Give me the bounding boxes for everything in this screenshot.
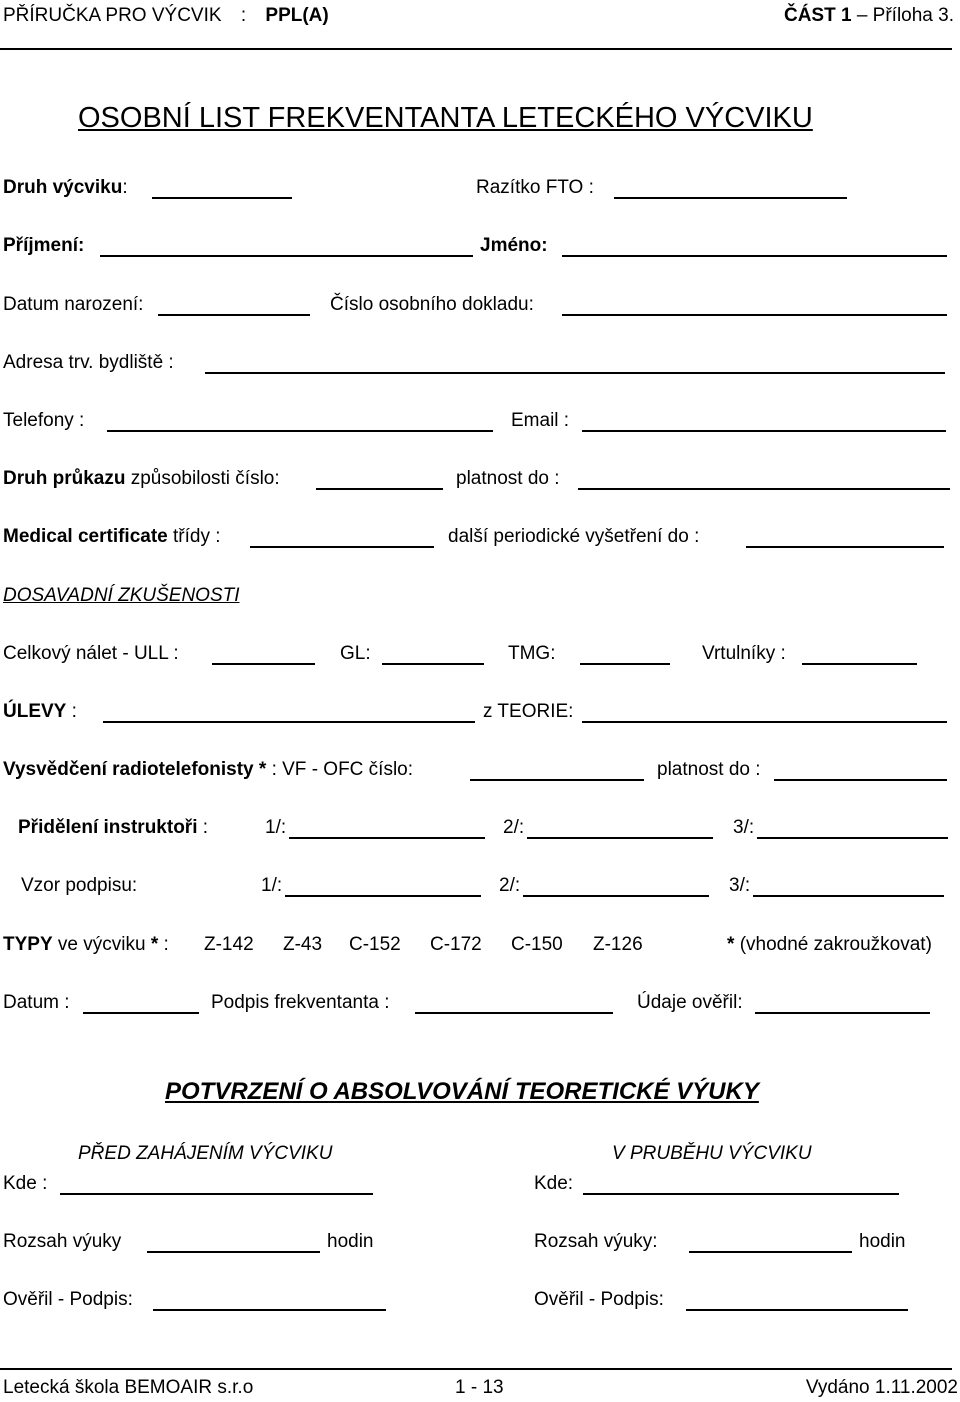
header-rule: [0, 48, 952, 50]
footer-rule: [0, 1368, 952, 1370]
druh-vycviku-label: Druh výcviku:: [3, 177, 128, 198]
header-part: ČÁST 1 – Příloha 3.: [783, 5, 954, 26]
platnost-do2-field[interactable]: [774, 779, 947, 781]
pred-zahajenim-heading: PŘED ZAHÁJENÍM VÝCVIKU: [78, 1143, 333, 1164]
razitko-label: Razítko FTO :: [476, 177, 594, 198]
header-title: PŘÍRUČKA PRO VÝCVIK : PPL(A): [3, 5, 329, 26]
teorie-label: z TEORIE:: [483, 701, 574, 722]
gl-field[interactable]: [382, 663, 484, 665]
datum-label: Datum :: [3, 992, 70, 1013]
platnost-do-label: platnost do :: [456, 468, 560, 489]
typ-option[interactable]: Z-126: [593, 934, 643, 955]
hodin-left-label: hodin: [327, 1231, 374, 1252]
overil-left-field[interactable]: [153, 1309, 386, 1311]
kde-right-label: Kde:: [534, 1173, 574, 1194]
vzor-1-field[interactable]: [285, 895, 481, 897]
udaje-overil-label: Údaje ověřil:: [637, 992, 743, 1013]
instruktor-1-field[interactable]: [289, 837, 485, 839]
celkovy-label: Celkový nálet - ULL :: [3, 643, 179, 664]
instruktor-3-label: 3/:: [733, 817, 755, 838]
rozsah-right-field[interactable]: [689, 1251, 852, 1253]
vrtulniky-label: Vrtulníky :: [702, 643, 786, 664]
jmeno-label: Jméno:: [480, 235, 548, 256]
datum-narozeni-label: Datum narození:: [3, 294, 144, 315]
razitko-field[interactable]: [614, 197, 847, 199]
ull-field[interactable]: [212, 663, 315, 665]
vzor-3-field[interactable]: [753, 895, 944, 897]
tmg-field[interactable]: [580, 663, 670, 665]
cislo-dokladu-field[interactable]: [562, 314, 947, 316]
gl-label: GL:: [340, 643, 371, 664]
dosavadni-heading: DOSAVADNÍ ZKUŠENOSTI: [3, 585, 240, 606]
typ-option[interactable]: Z-43: [283, 934, 323, 955]
teorie-field[interactable]: [582, 721, 947, 723]
email-label: Email :: [511, 410, 570, 431]
rozsah-left-label: Rozsah výuky: [3, 1231, 122, 1252]
medical-label: Medical certificate třídy :: [3, 526, 221, 547]
typ-option[interactable]: C-152: [349, 934, 401, 955]
typ-option[interactable]: Z-142: [204, 934, 254, 955]
podpis-frekventanta-label: Podpis frekventanta :: [211, 992, 390, 1013]
prideleni-label: Přidělení instruktoři :: [18, 817, 209, 838]
footer-issued: Vydáno 1.11.2002: [805, 1377, 958, 1398]
adresa-label: Adresa trv. bydliště :: [3, 352, 174, 373]
vzor-podpisu-label: Vzor podpisu:: [21, 875, 138, 896]
ulevy-field[interactable]: [103, 721, 475, 723]
footer-school: Letecká škola BEMOAIR s.r.o: [3, 1377, 254, 1398]
dalsi-vysetreni-field[interactable]: [746, 546, 944, 548]
prijmeni-field[interactable]: [100, 255, 473, 257]
kde-left-field[interactable]: [60, 1193, 373, 1195]
rozsah-left-field[interactable]: [147, 1251, 320, 1253]
section-title: POTVRZENÍ O ABSOLVOVÁNÍ TEORETICKÉ VÝUKY: [165, 1078, 759, 1105]
instruktor-1-label: 1/:: [265, 817, 287, 838]
rozsah-right-label: Rozsah výuky:: [534, 1231, 658, 1252]
cislo-dokladu-label: Číslo osobního dokladu:: [330, 294, 534, 315]
vzor-2-label: 2/:: [499, 875, 521, 896]
vzor-3-label: 3/:: [729, 875, 751, 896]
overil-left-label: Ověřil - Podpis:: [3, 1289, 133, 1310]
datum-narozeni-field[interactable]: [158, 314, 310, 316]
platnost-do2-label: platnost do :: [657, 759, 761, 780]
vysvedceni-label: Vysvědčení radiotelefonisty * : VF - OFC číslo:: [3, 759, 414, 780]
v-prubehu-heading: V PRUBĚHU VÝCVIKU: [612, 1143, 812, 1164]
platnost-do-field[interactable]: [578, 488, 950, 490]
instruktor-3-field[interactable]: [757, 837, 948, 839]
vysvedceni-cislo-field[interactable]: [470, 779, 644, 781]
jmeno-field[interactable]: [562, 255, 947, 257]
instruktor-2-label: 2/:: [503, 817, 525, 838]
telefony-field[interactable]: [107, 430, 493, 432]
typ-option[interactable]: C-172: [430, 934, 482, 955]
adresa-field[interactable]: [205, 372, 945, 374]
druh-vycviku-field[interactable]: [152, 197, 292, 199]
overil-right-field[interactable]: [686, 1309, 908, 1311]
telefony-label: Telefony :: [3, 410, 85, 431]
hodin-right-label: hodin: [859, 1231, 906, 1252]
kde-left-label: Kde :: [3, 1173, 48, 1194]
instruktor-2-field[interactable]: [527, 837, 713, 839]
druh-prukazu-label: Druh průkazu způsobilosti číslo:: [3, 468, 280, 489]
ulevy-label: ÚLEVY :: [3, 701, 77, 722]
podpis-frekventanta-field[interactable]: [415, 1012, 613, 1014]
dalsi-vysetreni-label: další periodické vyšetření do :: [448, 526, 700, 547]
typy-label: TYPY ve výcviku * :: [3, 934, 169, 955]
email-field[interactable]: [582, 430, 946, 432]
vzor-1-label: 1/:: [261, 875, 283, 896]
typ-option[interactable]: C-150: [511, 934, 563, 955]
kde-right-field[interactable]: [583, 1193, 899, 1195]
vzor-2-field[interactable]: [523, 895, 709, 897]
medical-field[interactable]: [250, 546, 434, 548]
udaje-overil-field[interactable]: [755, 1012, 930, 1014]
page-title: OSOBNÍ LIST FREKVENTANTA LETECKÉHO VÝCVIKU: [78, 102, 813, 134]
page-number: 1 - 13: [455, 1377, 504, 1398]
vrtulniky-field[interactable]: [802, 663, 917, 665]
datum-field[interactable]: [83, 1012, 199, 1014]
overil-right-label: Ověřil - Podpis:: [534, 1289, 664, 1310]
tmg-label: TMG:: [508, 643, 556, 664]
prijmeni-label: Příjmení:: [3, 235, 85, 256]
typy-note: * (vhodné zakroužkovat): [727, 934, 932, 955]
druh-prukazu-field[interactable]: [316, 488, 443, 490]
